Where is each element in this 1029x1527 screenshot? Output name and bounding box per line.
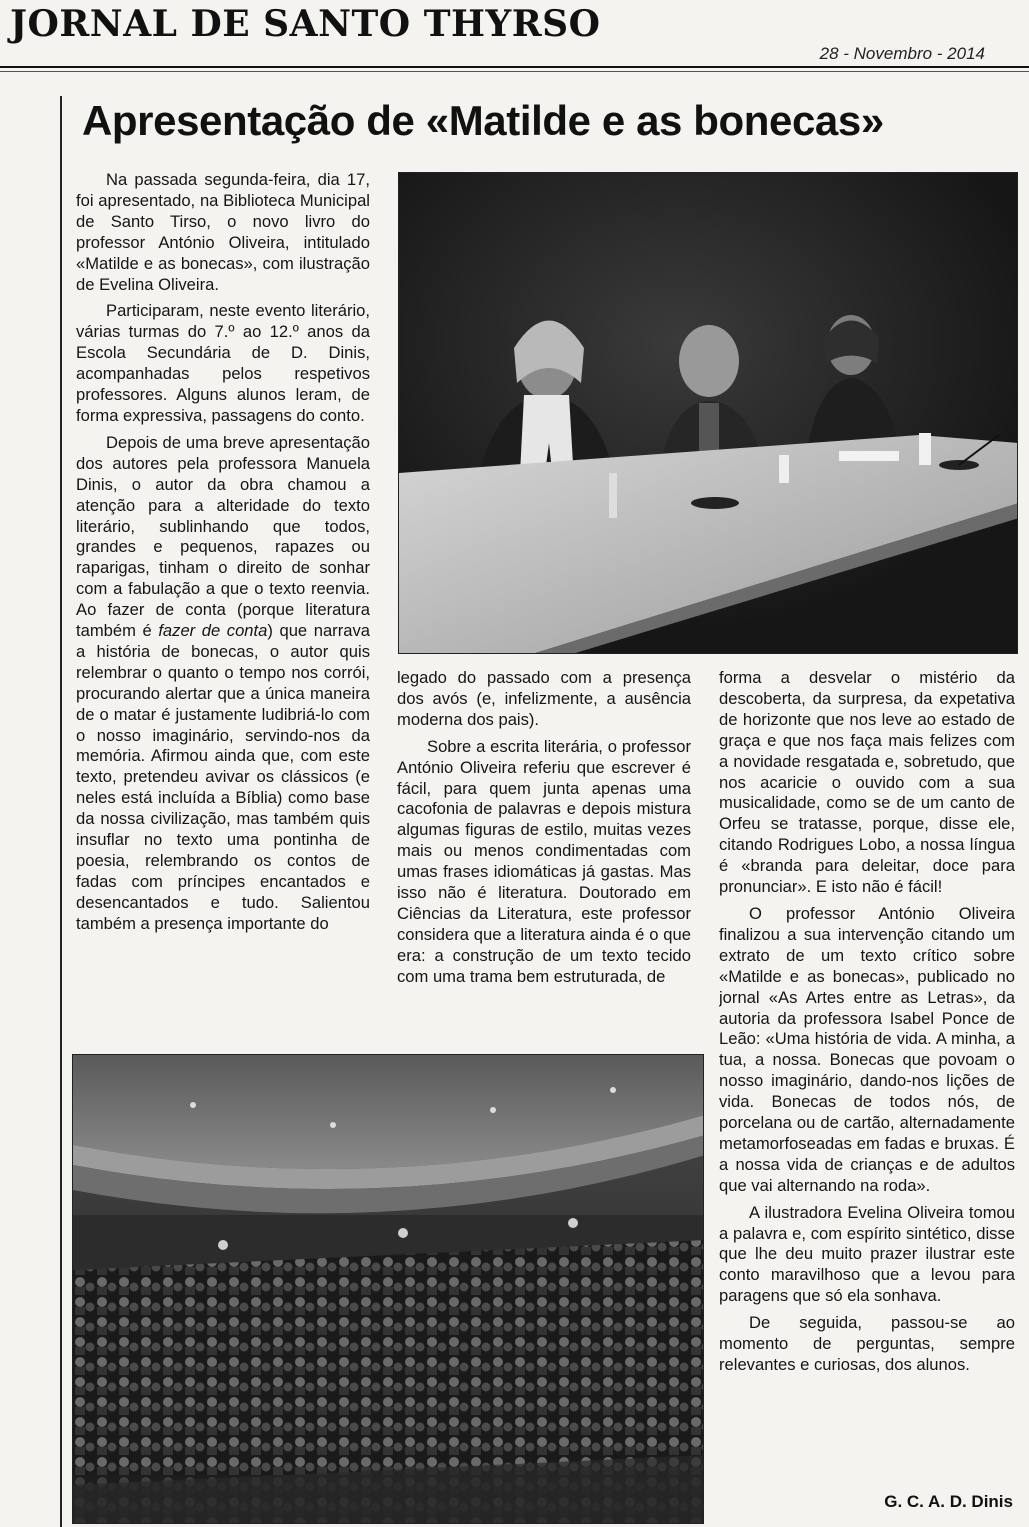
header-rule-thin [0,71,1029,72]
paragraph: Sobre a escrita literária, o professor António Oliveira referiu que escrever é fácil, para quem junta apenas uma cacofonia de palavras e depois mistura algumas figuras de estilo, muitas vezes mais ou menos condimentadas com umas frases idiomáticas já gastas. Mas isso não é literatura. Doutorado em Ciências da Literatura, este professor considera que a literatura ainda é o que era: a construção de um texto tecido com uma trama bem estruturada, de [397,736,691,986]
paragraph [76,433,370,935]
paragraph: De seguida, passou-se ao momento de perguntas, sempre relevantes e curiosas, dos alunos. [719,1313,1015,1374]
paragraph: O professor António Oliveira finalizou a sua intervenção citando um extrato de um texto crítico sobre «Matilde e as bonecas», publicado no jornal «As Artes entre as Letras», da autoria da professora Isabel Ponce de Leão: «Uma história de vida. A minha, a tua, a nossa. Bonecas que povoam o nosso imaginário, dando-nos lições de vida. Bonecas de todos nós, de porcelana ou de cartão, alternadamente metamorfoseadas em fadas e bruxas. É a nossa vida de crianças e de adultos que vai alternando na roda». [719,903,1015,1195]
paragraph: legado do passado com a presença dos avós (e, infelizmente, a ausência moderna dos pais). [397,668,691,729]
paragraph-text: Depois de uma breve apresentação dos autores pela professora Manuela Dinis, o autor da obra chamou a atenção para a alteridade do texto literário, sublinhando que todos, grandes e pequenos, rapazes ou raparigas, tinham o direito de sonhar com a fabulação a que o texto reenvia. Ao fazer de conta (porque literatura também é [76,432,370,641]
issue-date: 28 - Novembro - 2014 [819,44,985,63]
photo-auditorium-audience [72,1054,704,1524]
paragraph-text: ) que narrava a história de bonecas, o autor quis relembrar o quanto o tempo nos corrói, procurando alertar que a única maneira de o matar é justamente ludibriá-lo com o nosso imaginário, servindo-nos da memória. Afirmou ainda que, com este texto, pretendeu avivar os clássicos (e neles está incluída a Bíblia) como base da nossa civilização, mas também quis insuflar no texto uma pontinha de poesia, relembrando os contos de fadas com príncipes encantados e desencantados e tudo. Salientou também a presença importante do [76,621,370,933]
emphasis-text: fazer de conta [158,621,268,641]
column-divider-line [60,96,62,1527]
article-column-2 [397,668,691,1040]
article-headline: Apresentação de «Matilde e as bonecas» [82,97,884,144]
paragraph: A ilustradora Evelina Oliveira tomou a palavra e, com espírito sintético, disse que lhe deu muito prazer ilustrar este conto maravilhoso que a levou para paragens que só ela sonhava. [719,1202,1015,1306]
paragraph: Na passada segunda-feira, dia 17, foi apresentado, na Biblioteca Municipal de Santo Tirso, o novo livro do professor António Oliveira, intitulado «Matilde e as bonecas», com ilustração de Evelina Oliveira. [76,170,370,294]
header-rule [0,66,1029,68]
article-column-1 [76,170,370,1040]
paragraph: forma a desvelar o mistério da descoberta, da surpresa, da expetativa de horizonte que nos leve ao estado de graça e que nos faça mais felizes com a novidade resgatada e, sobretudo, que nos acaricie o ouvido com a sua musicalidade, como se de um canto de Orfeu se tratasse, porque, disse ele, citando Rodrigues Lobo, a nossa língua é «branda para deleitar, doce para pronunciar». E isto não é fácil! [719,668,1015,897]
newspaper-masthead: JORNAL DE SANTO THYRSO [10,3,601,45]
paragraph: Participaram, neste evento literário, várias turmas do 7.º ao 12.º anos da Escola Secundária de D. Dinis, acompanhadas pelos respetivos professores. Alguns alunos leram, de forma expressiva, passagens do conto. [76,301,370,425]
article-signature: G. C. A. D. Dinis [884,1492,1013,1511]
photo-presenters-at-table [398,172,1018,654]
article-column-3 [719,668,1015,1483]
